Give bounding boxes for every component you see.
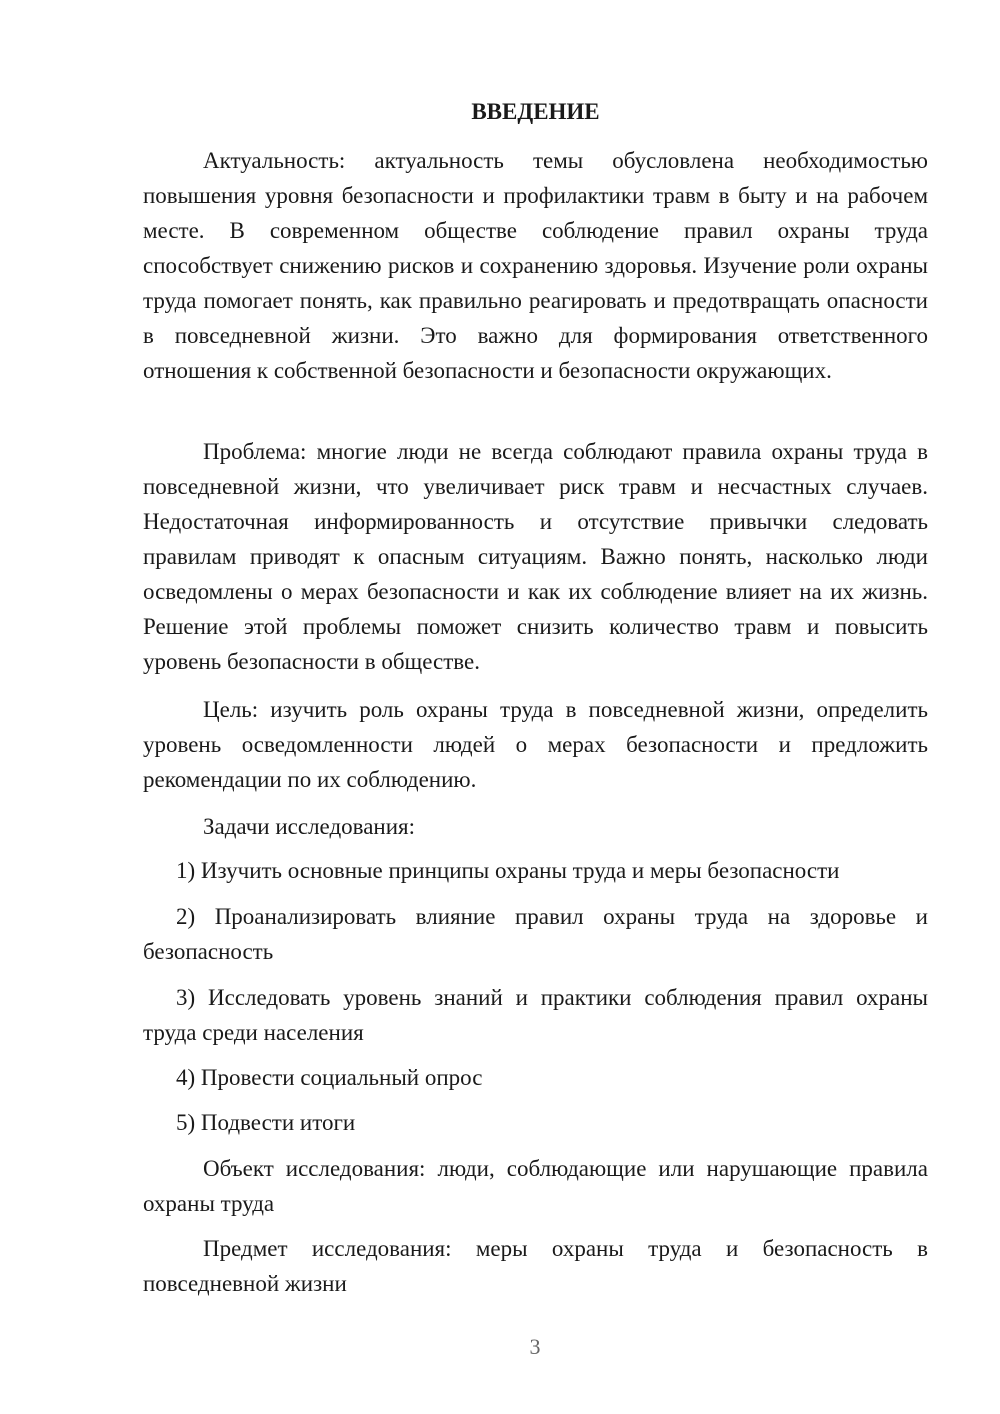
task-item-3: 3) Исследовать уровень знаний и практики соблюдения правил охраны труда среди населения <box>143 985 928 1045</box>
page-number: 3 <box>529 1334 541 1359</box>
subject-paragraph: Предмет исследования: меры охраны труда и безопасность в повседневной жизни <box>143 1236 928 1296</box>
relevance-paragraph: Актуальность: актуальность темы обусловлена необходимостью повышения уровня безопасности и профилактики травм в быту и на рабочем месте. В современном обществе соблюдение правил охраны труда способствует снижению рисков и сохранению здоровья. Изучение роли охраны труда помогает понять, как правильно реагировать и предотвращать опасности в повседневной жизни. Это важно для формирования ответственного отношения к собственной безопасности и безопасности окружающих. <box>143 148 928 383</box>
goal-paragraph: Цель: изучить роль охраны труда в повседневной жизни, определить уровень осведомленности людей о мерах безопасности и предложить рекомендации по их соблюдению. <box>143 697 928 792</box>
page-title: ВВЕДЕНИЕ <box>471 99 600 124</box>
task-item-5: 5) Подвести итоги <box>176 1110 356 1135</box>
problem-paragraph: Проблема: многие люди не всегда соблюдают правила охраны труда в повседневной жизни, что увеличивает риск травм и несчастных случаев. Недостаточная информированность и отсутствие привычки следовать правилам приводят к опасным ситуациям. Важно понять, насколько люди осведомлены о мерах безопасности и как их соблюдение влияет на их жизнь. Решение этой проблемы поможет снизить количество травм и повысить уровень безопасности в обществе. <box>143 439 928 674</box>
task-item-4: 4) Провести социальный опрос <box>176 1065 483 1090</box>
task-item-2: 2) Проанализировать влияние правил охраны труда на здоровье и безопасность <box>143 904 928 964</box>
task-item-1: 1) Изучить основные принципы охраны труда и меры безопасности <box>176 858 840 883</box>
tasks-heading: Задачи исследования: <box>203 814 416 839</box>
object-paragraph: Объект исследования: люди, соблюдающие или нарушающие правила охраны труда <box>143 1156 928 1216</box>
